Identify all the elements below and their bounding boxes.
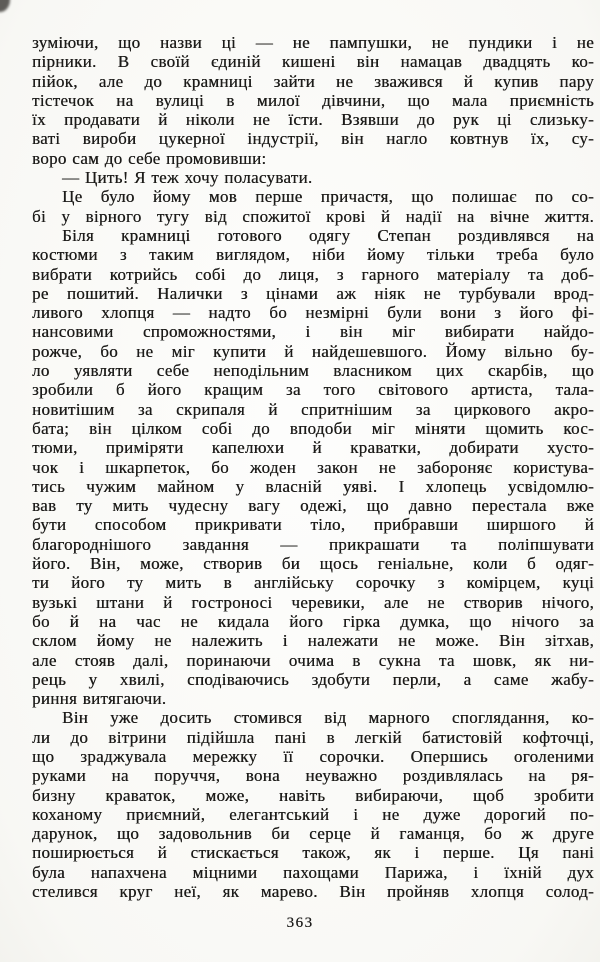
text-line: ло уявляти себе неподільним власником цих скарбів, що (32, 361, 594, 381)
text-line: благороднішого завдання — прикрашати та поліпшувати (32, 534, 594, 554)
text-line: їх продавати й ніколи не їсти. Взявши до рук ці слизьку- (32, 110, 594, 130)
text-line: бизну краваток, може, навіть вибираючи, щоб зробити (32, 785, 594, 805)
page-text (32, 33, 594, 901)
text-line: була напахчена міцними пахощами Парижа, і їхній дух (32, 862, 594, 882)
text-line: стелився круг неї, як марево. Він пройняв хлопця солод- (32, 882, 594, 902)
text-line: вибрати котрийсь собі до лиця, з гарного матеріалу та доб- (32, 264, 594, 284)
text-line: новитішим за скрипаля й спритнішим за циркового акро- (32, 399, 594, 419)
text-line: вузькі штани й гостроносі черевики, але не створив нічого, (32, 592, 594, 612)
text-line: пійок, але до крамниці зайти не зважився й купив пару (32, 71, 594, 91)
page-number: 363 (286, 915, 314, 931)
scan-smudge (0, 0, 10, 12)
text-line: руками на поруччя, вона неуважно роздивлялась на ря- (32, 766, 594, 786)
text-line: бата; він цілком собі до вподоби міг міняти щомить кос- (32, 418, 594, 438)
text-line: його. Він, може, створив би щось геніальне, коли б одяг- (32, 554, 594, 574)
text-line: склом йому не належить і належати не може. Він зітхав, (32, 631, 594, 651)
text-line: коханому приємний, елегантський і не дуже дорогий по- (32, 804, 594, 824)
text-line: ти його ту мить в англійську сорочку з комірцем, куці (32, 573, 594, 593)
text-line: чок і шкарпеток, бо жоден закон не забороняє користува- (32, 457, 594, 477)
text-line: Це було йому мов перше причастя, що полишає по со- (62, 187, 594, 207)
text-line: костюми з таким виглядом, ніби йому тільки треба було (32, 245, 594, 265)
text-line: Біля крамниці готового одягу Степан роздивлявся на (62, 225, 594, 245)
text-line: поширюється й стискається також, як і перше. Ця пані (32, 843, 594, 863)
text-line: пірники. В своїй єдиній кишені він намацав двадцять ко- (32, 52, 594, 72)
text-line: дарунок, що задовольнив би серце й гаманця, бо ж друге (32, 824, 594, 844)
text-line: рожче, бо не міг купити й найдешевшого. Йому вільно бу- (32, 341, 594, 361)
text-line: тюми, приміряти капелюхи й краватки, добирати хусто- (32, 438, 594, 458)
text-line: вав ту мить чудесну вагу одежі, що давно перестала вже (32, 496, 594, 516)
text-line: ваті вироби цукерної індустрії, він нагло ковтнув їх, су- (32, 129, 594, 149)
text-line: зробили б його кращим за того світового артиста, тала- (32, 380, 594, 400)
text-line: — Цить! Я теж хочу поласувати. (62, 168, 313, 188)
text-line: бо й на час не кидала його гірка думка, що нічого за (32, 611, 594, 631)
text-line: Він уже досить стомився від марного споглядання, ко- (62, 708, 594, 728)
text-line: ливого хлопця — надто бо незмірні були вони з його фі- (32, 303, 594, 323)
text-line: ре пошитий. Налички з цінами аж ніяк не турбували врод- (32, 283, 594, 303)
text-line: що зраджувала мережку її сорочки. Опершись оголеними (32, 746, 594, 766)
text-line: ли до вітрини підійшла пані в легкій батистовій кофточці, (32, 727, 594, 747)
text-line: зуміючи, що назви ці — не пампушки, не пундики і не (32, 33, 594, 52)
text-line: нансовими спроможностями, і він міг вибирати найдо- (32, 322, 594, 342)
text-line: воро сам до себе промовивши: (32, 148, 267, 168)
text-line: але стояв далі, поринаючи очима в сукна та шовк, як ни- (32, 650, 594, 670)
text-line: бути способом прикривати тіло, прибравши ширшого й (32, 515, 594, 535)
text-line: бі у вірного тугу від спожитої крові й надії на вічне життя. (32, 206, 594, 226)
text-line: рець у хвилі, сподіваючись здобути перли, а саме жабу- (32, 669, 594, 689)
text-line: тись чужим майном у власній уяві. І хлопець усвідомлю- (32, 476, 594, 496)
text-line: риння витягаючи. (32, 689, 167, 709)
text-line: тістечок на вулиці в милої дівчини, що мала приємність (32, 90, 594, 110)
